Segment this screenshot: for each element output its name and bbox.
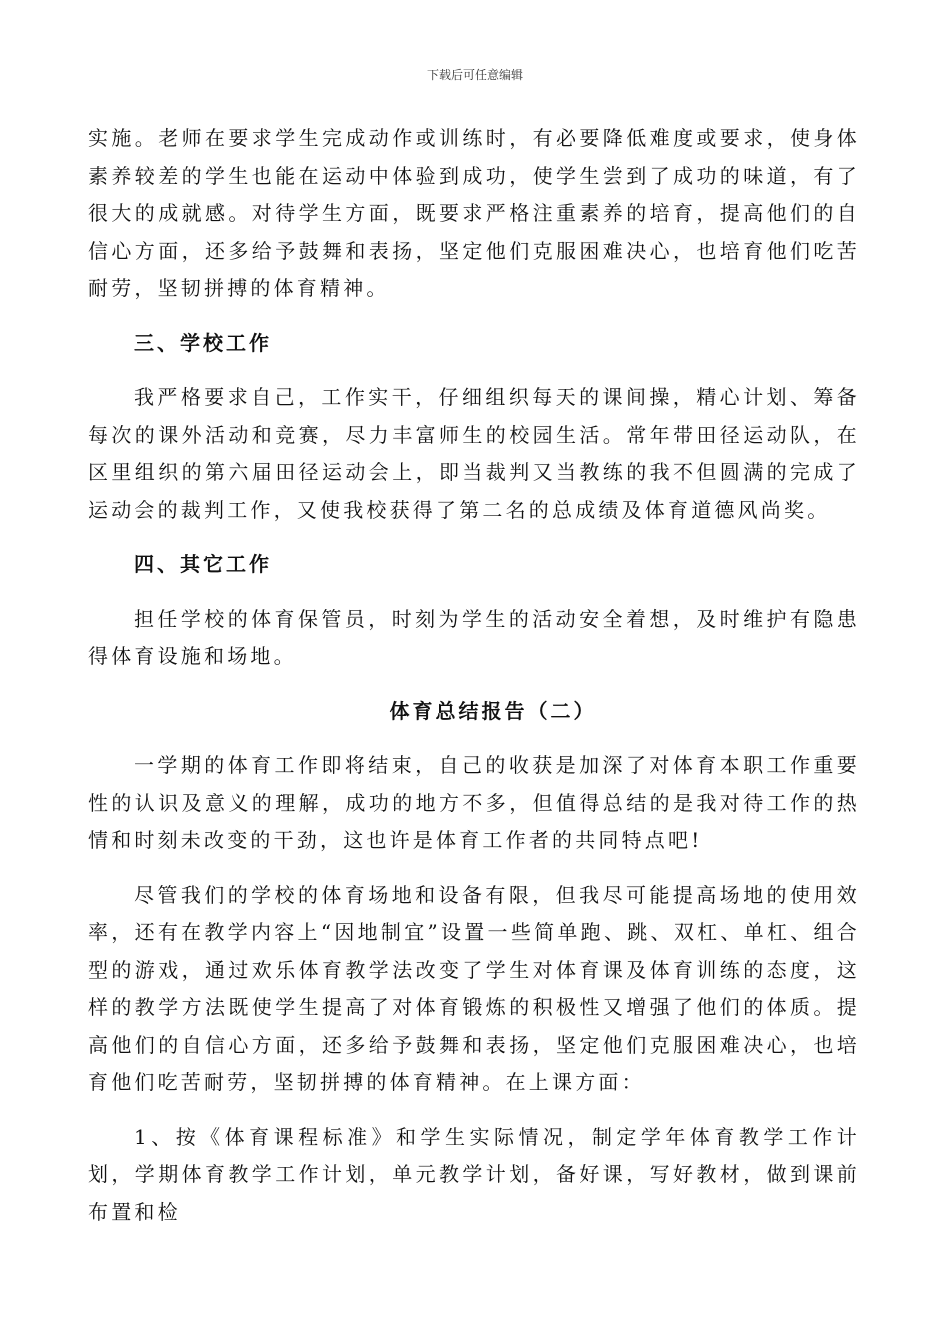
spacer [88, 308, 860, 325]
paragraph-item-1: 1、按《体育课程标准》和学生实际情况，制定学年体育教学工作计划，学期体育教学工作计划，单元教学计划，备好课，写好教材，做到课前布置和检 [88, 1124, 860, 1224]
paragraph-facilities: 尽管我们的学校的体育场地和设备有限，但我尽可能提高场地的使用效率，还有在教学内容上“因地制宜”设置一些简单跑、跳、双杠、单杠、组合型的游戏，通过欢乐体育教学法改变了学生对体育课及体育训练的态度，这样的教学方法既使学生提高了对体育锻炼的积极性又增强了他们的体质。提高他们的自信心方面，还多给予鼓舞和表扬，坚定他们克服困难决心，也培育他们吃苦耐劳，坚韧拼搏的体育精神。在上课方面： [88, 882, 860, 1094]
paragraph-school-work: 我严格要求自己，工作实干，仔细组织每天的课间操，精心计划、筹备每次的课外活动和竞赛，尽力丰富师生的校园生活。常年带田径运动队，在区里组织的第六届田径运动会上，即当裁判又当教练的我不但圆满的完成了运动会的裁判工作，又使我校获得了第二名的总成绩及体育道德风尚奖。 [88, 385, 860, 522]
section-heading-other-work: 四、其它工作 [134, 552, 272, 576]
spacer [88, 584, 860, 601]
spacer [88, 676, 860, 693]
report-title: 体育总结报告（二） [389, 698, 597, 723]
paragraph-other-work: 担任学校的体育保管员，时刻为学生的活动安全着想，及时维护有隐患得体育设施和场地。 [88, 606, 860, 668]
document-body [88, 120, 860, 1231]
spacer [88, 730, 860, 747]
page-header-note: 下载后可任意编辑 [426, 68, 523, 82]
spacer [88, 1102, 860, 1119]
spacer [88, 860, 860, 877]
section-heading-school-work: 三、学校工作 [134, 330, 272, 355]
paragraph-intro: 一学期的体育工作即将结束，自己的收获是加深了对体育本职工作重要性的认识及意义的理解，成功的地方不多，但值得总结的是我对待工作的热情和时刻未改变的干劲，这也许是体育工作者的共同特点吧! [88, 753, 860, 852]
spacer [88, 529, 860, 546]
paragraph-continuation: 实施。老师在要求学生完成动作或训练时，有必要降低难度或要求，使身体素养较差的学生也能在运动中体验到成功，使学生尝到了成功的味道，有了很大的成就感。对待学生方面，既要求严格注重素养的培育，提高他们的自信心方面，还多给予鼓舞和表扬，坚定他们克服困难决心，也培育他们吃苦耐劳，坚韧拼搏的体育精神。 [88, 126, 860, 300]
spacer [88, 362, 860, 379]
